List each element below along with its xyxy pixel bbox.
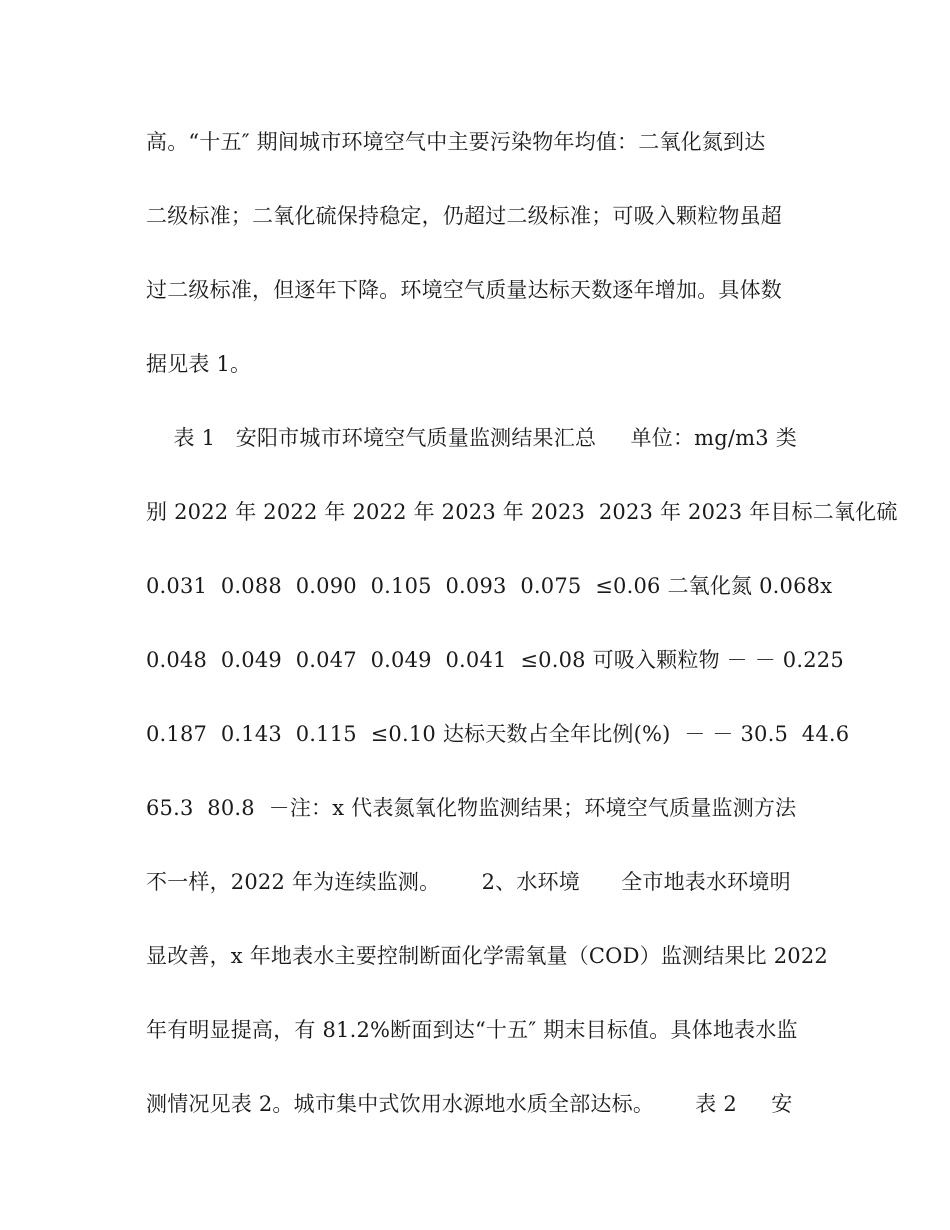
- text-line: 0.048 0.049 0.047 0.049 0.041 ≤0.08 可吸入颗粒物 － － 0.225: [146, 648, 844, 672]
- text-line: 二级标准；二氧化硫保持稳定，仍超过二级标准；可吸入颗粒物虽超: [146, 204, 782, 228]
- text-line: 高。“十五″ 期间城市环境空气中主要污染物年均值：二氧化氮到达: [146, 130, 766, 154]
- text-line: 显改善，x 年地表水主要控制断面化学需氧量（COD）监测结果比 2022: [146, 944, 828, 968]
- text-line: 0.031 0.088 0.090 0.105 0.093 0.075 ≤0.06 二氧化氮 0.068x: [146, 574, 833, 598]
- text-line: 不一样，2022 年为连续监测。 2、水环境 全市地表水环境明: [146, 870, 791, 894]
- text-line: 0.187 0.143 0.115 ≤0.10 达标天数占全年比例(%) － － 30.5 44.6: [146, 722, 850, 746]
- text-line: 测情况见表 2。城市集中式饮用水源地水质全部达标。 表 2 安: [146, 1092, 793, 1116]
- text-line: 据见表 1。: [146, 352, 252, 376]
- text-line: 65.3 80.8 －注：x 代表氮氧化物监测结果；环境空气质量监测方法: [146, 796, 797, 820]
- text-line: 年有明显提高，有 81.2%断面到达“十五″ 期末目标值。具体地表水监: [146, 1018, 798, 1042]
- table-caption-line: 表 1 安阳市城市环境空气质量监测结果汇总 单位：mg/m3 类: [146, 426, 797, 450]
- text-line: 别 2022 年 2022 年 2022 年 2023 年 2023 2023 年 2023 年目标二氧化硫: [146, 500, 898, 524]
- text-line: 过二级标准，但逐年下降。环境空气质量达标天数逐年增加。具体数: [146, 278, 782, 302]
